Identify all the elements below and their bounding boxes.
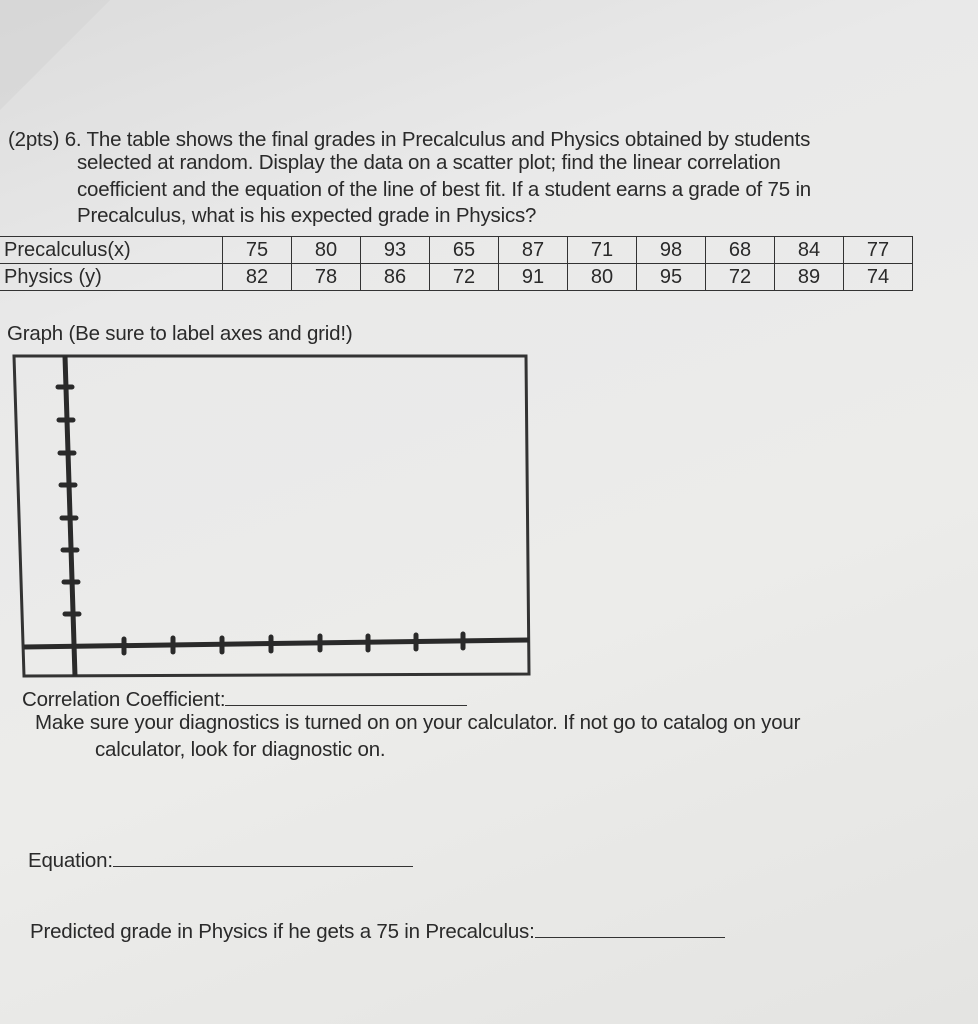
table-cell: 75 xyxy=(223,237,292,264)
table-cell: 86 xyxy=(361,264,430,291)
correlation-label: Correlation Coefficient: xyxy=(22,688,226,711)
table-cell: 87 xyxy=(499,237,568,264)
table-cell: 95 xyxy=(637,264,706,291)
table-cell: 72 xyxy=(430,264,499,291)
table-cell: 71 xyxy=(568,237,637,264)
table-cell: 93 xyxy=(361,237,430,264)
table-cell: 82 xyxy=(223,264,292,291)
table-cell: 80 xyxy=(568,264,637,291)
question-points: (2pts) 6. xyxy=(8,128,82,151)
row-label: Physics (y) xyxy=(0,264,223,291)
question-line-4: Precalculus, what is his expected grade in Physics? xyxy=(77,204,537,227)
graph-frame xyxy=(14,356,529,676)
table-cell: 89 xyxy=(775,264,844,291)
question-text: The table shows the final grades in Precalculus and Physics obtained by students xyxy=(86,128,811,151)
table-cell: 98 xyxy=(637,237,706,264)
table-cell: 65 xyxy=(430,237,499,264)
table-cell: 80 xyxy=(292,237,361,264)
row-label: Precalculus(x) xyxy=(0,237,223,264)
table-cell: 68 xyxy=(706,237,775,264)
table-cell: 84 xyxy=(775,237,844,264)
equation-label: Equation: xyxy=(28,849,113,872)
prediction-answer-line[interactable] xyxy=(535,936,725,938)
table-cell: 91 xyxy=(499,264,568,291)
graph-label: Graph (Be sure to label axes and grid!) xyxy=(7,322,353,345)
table-cell: 72 xyxy=(706,264,775,291)
calculator-note-line-1: Make sure your diagnostics is turned on on your calculator. If not go to catalog on your xyxy=(35,711,801,734)
table-cell: 78 xyxy=(292,264,361,291)
correlation-answer-line[interactable] xyxy=(225,704,467,706)
correlation-field xyxy=(22,688,467,712)
x-axis xyxy=(24,640,529,647)
question-line-3: coefficient and the equation of the line of best fit. If a student earns a grade of 75 in xyxy=(77,178,812,201)
equation-field xyxy=(28,849,413,873)
prediction-field xyxy=(30,920,725,944)
equation-answer-line[interactable] xyxy=(113,865,413,867)
calculator-note-line-2: calculator, look for diagnostic on. xyxy=(95,738,386,761)
prediction-label: Predicted grade in Physics if he gets a 75 in Precalculus: xyxy=(30,920,535,943)
table-cell: 77 xyxy=(844,237,913,264)
table-cell: 74 xyxy=(844,264,913,291)
question-line-2: selected at random. Display the data on a scatter plot; find the linear correlation xyxy=(77,151,781,174)
